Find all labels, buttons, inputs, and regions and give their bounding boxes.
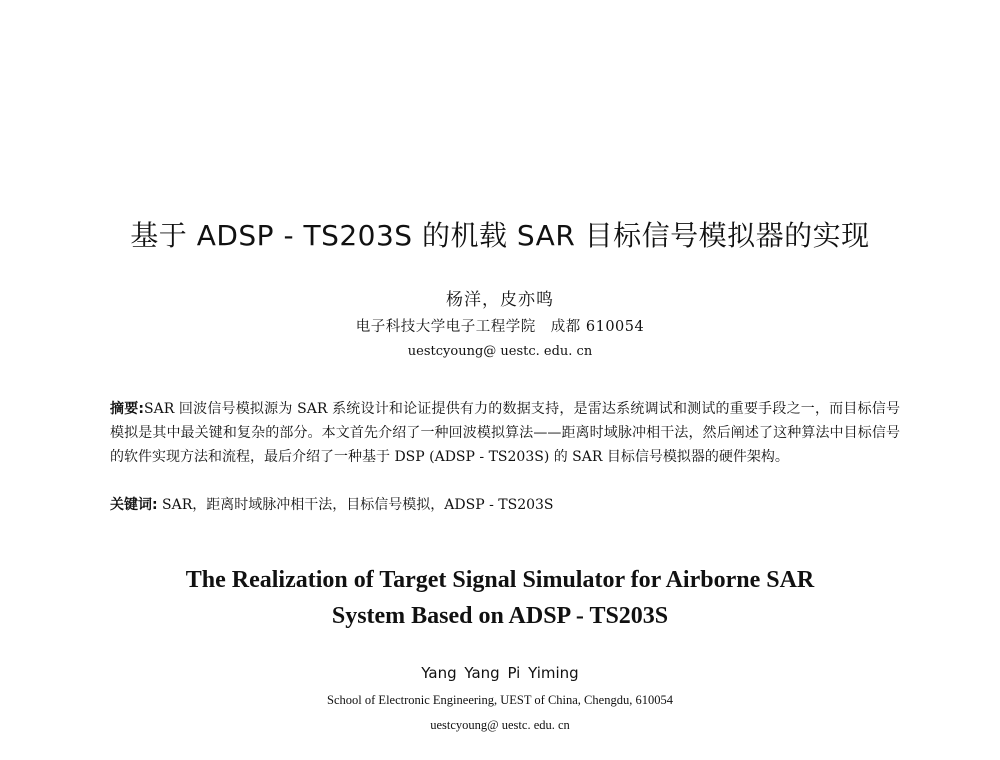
abstract-text: SAR 回波信号模拟源为 SAR 系统设计和论证提供有力的数据支持，是雷达系统调试和测试的重要手段之一，而目标信号模拟是其中最关键和复杂的部分。本文首先介绍了一种回波模拟算法——距离时域脉冲相干法，然后阐述了这种算法中目标信号的软件实现方法和流程，最后介绍了一种基于 DSP (ADSP - TS203S) 的 SAR 目标信号模拟器的硬件架构。: [110, 401, 900, 465]
english-title-line-1: The Realization of Target Signal Simulator for Airborne SAR: [185, 567, 815, 593]
chinese-email: uestcyoung@ uestc. edu. cn: [407, 344, 593, 359]
english-title-line-2: System Based on ADSP - TS203S: [331, 603, 669, 629]
chinese-affiliation: 电子科技大学电子工程学院 成都 610054: [355, 319, 645, 335]
keywords-label: 关键词:: [110, 497, 158, 513]
chinese-title: 基于 ADSP - TS203S 的机载 SAR 目标信号模拟器的实现: [130, 219, 870, 252]
english-authors: Yang Yang Pi Yiming: [421, 664, 579, 682]
english-affiliation: School of Electronic Engineering, UEST of China, Chengdu, 610054: [327, 693, 673, 707]
abstract-label: 摘要:: [110, 401, 145, 417]
chinese-authors: 杨洋，皮亦鸣: [446, 290, 554, 310]
chinese-keywords: [110, 493, 900, 517]
chinese-abstract: [110, 397, 900, 469]
keywords-text: SAR，距离时域脉冲相干法，目标信号模拟，ADSP - TS203S: [157, 497, 554, 513]
english-email: uestcyoung@ uestc. edu. cn: [430, 718, 570, 732]
english-title: [0, 562, 1000, 634]
